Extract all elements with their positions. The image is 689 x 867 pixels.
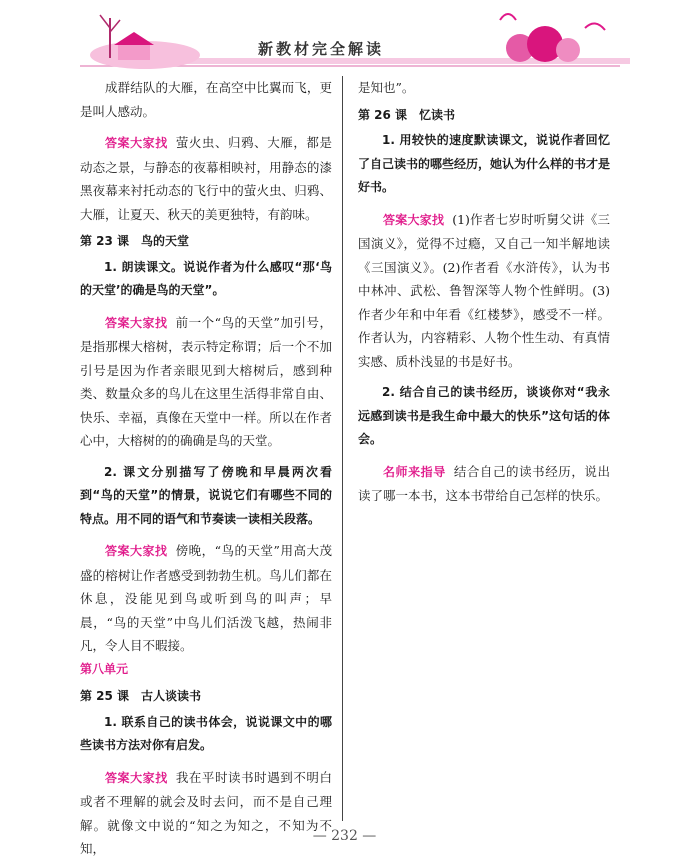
left-column bbox=[80, 76, 332, 861]
question: 1. 用较快的速度默读课文，说说作者回忆了自己读书的哪些经历，她认为什么样的书才是好书。 bbox=[358, 133, 611, 194]
page-header bbox=[0, 0, 689, 75]
unit-title: 第八单元 bbox=[80, 661, 129, 676]
question: 2. 课文分别描写了傍晚和早晨两次看到“鸟的天堂”的情景，说说它们有哪些不同的特点。用不同的语气和节奏读一读相关段落。 bbox=[80, 464, 332, 526]
answer-text: 傍晚，“鸟的天堂”用高大茂盛的榕树让作者感受到勃勃生机。鸟儿们都在休息，没能见到鸟或听到鸟的叫声；早晨，“鸟的天堂”中鸟儿们活泼飞越，热闹非凡，令人目不暇接。 bbox=[80, 543, 332, 653]
answer-tag: 答案大家找 bbox=[105, 544, 168, 558]
answer-text: 前一个“鸟的天堂”加引号，是指那棵大榕树，表示特定称谓；后一个不加引号是因为作者亲眼见到大榕树后，感到种类、数量众多的鸟儿在这里生活得非常自由、快乐、幸福，真像在天堂中一样。所以在作者心中，大榕树的的确确是鸟的天堂。 bbox=[80, 314, 332, 448]
answer-block bbox=[80, 131, 332, 226]
lesson-title: 第 26 课 忆读书 bbox=[358, 107, 456, 122]
guide-text: 结合自己的读书经历，说出读了哪一本书，这本书带给自己怎样的快乐。 bbox=[358, 463, 610, 503]
guide-tag: 名师来指导 bbox=[383, 464, 446, 479]
page-number: — 232 — bbox=[312, 828, 377, 844]
answer-text: 我在平时读书时遇到不明白或者不理解的就会及时去问，而不是自己理解。就像文中说的“知之为知之，不知为不知， bbox=[80, 769, 332, 856]
column-divider bbox=[342, 76, 343, 821]
answer-tag: 答案大家找 bbox=[105, 770, 168, 785]
answer-text: 萤火虫、归鸦、大雁，都是动态之景，与静态的夜幕相映衬，用静态的漆黑夜幕来衬托动态的飞行中的萤火虫、归鸦、大雁，让夏天、秋天的美更独特，有韵味。 bbox=[80, 135, 332, 222]
answer-text: (1)作者七岁时听舅父讲《三国演义》，觉得不过瘾，又自己一知半解地读《三国演义》。(2)作者看《水浒传》，认为书中林冲、武松、鲁智深等人物个性鲜明。(3)作者少年和中年看《红楼梦》，感受不一样。作者认为，内容精彩、人物个性生动、有真情实感、质朴浅显的书是好书。 bbox=[358, 211, 610, 369]
question: 1. 联系自己的读书体会，说说课文中的哪些读书方法对你有启发。 bbox=[80, 714, 332, 752]
answer-block bbox=[358, 208, 610, 374]
lesson-title: 第 23 课 鸟的天堂 bbox=[80, 234, 190, 248]
question: 1. 朗读课文。说说作者为什么感叹“那‘鸟的天堂’的确是鸟的天堂”。 bbox=[80, 259, 332, 297]
question: 2. 结合自己的读书经历，谈谈你对“我永远感到读书是我生命中最大的快乐”这句话的体会。 bbox=[358, 385, 610, 446]
right-column bbox=[358, 76, 610, 508]
answer-block bbox=[80, 311, 332, 453]
guide-block bbox=[358, 460, 610, 508]
answer-tag: 答案大家找 bbox=[383, 212, 445, 227]
answer-block bbox=[80, 766, 332, 861]
header-title: 新教材完全解读 bbox=[258, 40, 385, 58]
answer-tag: 答案大家找 bbox=[105, 136, 168, 150]
answer-block bbox=[80, 539, 332, 658]
lesson-title: 第 25 课 古人谈读书 bbox=[80, 689, 202, 703]
paragraph: 是知也”。 bbox=[358, 80, 415, 95]
answer-tag: 答案大家找 bbox=[105, 315, 168, 330]
paragraph: 成群结队的大雁，在高空中比翼而飞，更是叫人感动。 bbox=[80, 80, 332, 119]
